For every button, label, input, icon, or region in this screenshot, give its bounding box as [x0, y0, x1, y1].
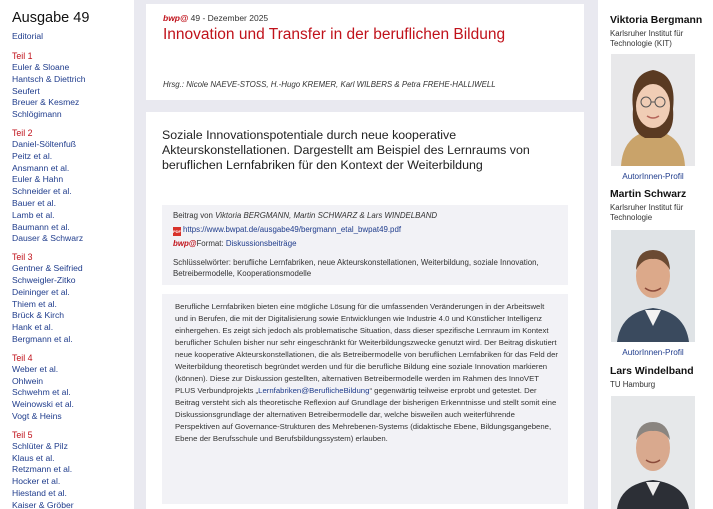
author-affiliation: TU Hamburg	[610, 380, 656, 389]
table-of-contents	[12, 50, 86, 509]
toc-article-link[interactable]: Hiestand et al.	[12, 487, 67, 498]
author-affiliation: Karlsruher Institut für Technologie (KIT)	[610, 29, 684, 48]
issue-header	[146, 4, 584, 100]
article-title: Soziale Innovationspotentiale durch neue kooperative Akteurskonstellationen. Dargestellt am Beispiel des Lernraums von beruflichen Lernfabriken für den Kontext der Weiterbildung	[162, 128, 530, 172]
toc-section-title: Teil 1	[12, 51, 33, 61]
editorial-link[interactable]: Editorial	[12, 31, 44, 41]
pdf-icon: PDF	[173, 229, 181, 234]
toc-article-link[interactable]: Thiem et al.	[12, 298, 57, 309]
toc-article-link[interactable]: Ansmann et al.	[12, 162, 70, 173]
issue-sidebar	[0, 0, 134, 509]
toc-article-link[interactable]: Vogt & Heins	[12, 410, 62, 421]
toc-article-link[interactable]: Schlögimann	[12, 109, 62, 120]
author-photo	[611, 54, 695, 166]
toc-article-link[interactable]: Bauer et al.	[12, 197, 56, 208]
toc-article-link[interactable]: Deininger et al.	[12, 286, 70, 297]
toc-section-title: Teil 5	[12, 429, 33, 440]
article-keywords: Schlüsselwörter: berufliche Lernfabriken, neue Akteurskonstellationen, Weiterbildung, soziale Innovation, Betreibermodelle, Kooperationsmodelle	[173, 258, 539, 278]
toc-article-link[interactable]: Hank et al.	[12, 322, 54, 333]
toc-article-link[interactable]: Gentner & Seifried	[12, 263, 83, 274]
article-authors: Viktoria BERGMANN, Martin SCHWARZ & Lars WINDELBAND	[215, 211, 438, 220]
authors-sidebar	[598, 0, 713, 509]
toc-article-link[interactable]: Peitz et al.	[12, 150, 53, 161]
author-name: Martin Schwarz	[610, 189, 687, 200]
toc-section-title: Teil 2	[12, 127, 33, 138]
toc-article-link[interactable]: Schlüter & Pilz	[12, 440, 68, 451]
toc-article-link[interactable]: Schwehm et al.	[12, 387, 71, 398]
toc-article-link[interactable]: Ohlwein	[12, 375, 44, 386]
pdf-line	[173, 225, 401, 236]
toc-article-link[interactable]: Retzmann et al.	[12, 464, 73, 475]
toc-article-link[interactable]: Kaiser & Gröber	[12, 499, 74, 509]
article-abstract	[162, 294, 568, 504]
issue-editors: Hrsg.: Nicole NAEVE-STOSS, H.-Hugo KREMER, Karl WILBERS & Petra FREHE-HALLIWELL	[163, 80, 496, 89]
author-profile-link[interactable]: AutorInnen-Profil	[622, 172, 684, 181]
pdf-link[interactable]: https://www.bwpat.de/ausgabe49/bergmann_etal_bwpat49.pdf	[183, 225, 402, 234]
toc-article-link[interactable]: Euler & Hahn	[12, 174, 64, 185]
author-name: Viktoria Bergmann	[610, 15, 703, 26]
issue-number: 49 - Dezember 2025	[188, 13, 269, 23]
toc-article-link[interactable]: Klaus et al.	[12, 452, 55, 463]
toc-article-link[interactable]: Brück & Kirch	[12, 310, 65, 321]
author-profile-link[interactable]: AutorInnen-Profil	[622, 348, 684, 357]
toc-article-link[interactable]: Schweigler-Zitko	[12, 274, 76, 285]
toc-section-title: Teil 3	[12, 252, 33, 263]
toc-article-link[interactable]: Bergmann et al.	[12, 333, 73, 344]
toc-section-title: Teil 4	[12, 352, 33, 363]
toc-article-link[interactable]: Hocker et al.	[12, 476, 61, 487]
format-link[interactable]: Diskussionsbeiträge	[225, 239, 297, 248]
toc-article-link[interactable]: Schneider et al.	[12, 186, 72, 197]
toc-article-link[interactable]: Weinowski et al.	[12, 399, 74, 410]
format-line: bwp@Format: Diskussionsbeiträge	[173, 239, 297, 248]
article-card	[146, 112, 584, 509]
toc-article-link[interactable]: Euler & Sloane	[12, 62, 70, 72]
bwp-logo: bwp@	[173, 239, 197, 248]
toc-article-link[interactable]: Weber et al.	[12, 363, 59, 374]
author-photo	[611, 396, 695, 509]
toc-article-link[interactable]: Baumann et al.	[12, 221, 70, 232]
issue-title-heading: Innovation und Transfer in der beruflichen Bildung	[163, 26, 506, 43]
author-affiliation: Karlsruher Institut für Technologie	[610, 203, 684, 222]
toc-article-link[interactable]: Daniel-Söltenfuß	[12, 138, 77, 149]
toc-article-link[interactable]: Breuer & Kesmez	[12, 97, 80, 108]
toc-article-link[interactable]: Dauser & Schwarz	[12, 233, 84, 244]
author-photo	[611, 230, 695, 342]
article-meta	[162, 205, 568, 285]
toc-article-link[interactable]: Hantsch & Diettrich	[12, 73, 86, 84]
article-byline: Beitrag von Viktoria BERGMANN, Martin SCHWARZ & Lars WINDELBAND	[173, 211, 438, 220]
issue-line	[163, 13, 268, 23]
toc-article-link[interactable]: Seufert	[12, 85, 40, 96]
abstract-text: Berufliche Lernfabriken bieten eine mögliche Lösung für die umfassenden Veränderungen in der Arbeitswelt und in Berufen, die mit der Digitalisierung sowie Entwicklungen wie Industrie 4.0 und Künstlicher Intelligenz einhergehen. Es zeigt sich jedoch als problematische Situation, dass dieser spezifische Lernraum im Kontext beruflicher Schulen bisher nur sehr eingeschränkt für Weiterbildungszwecke genutzt wird. Der Beitrag diskutiert neue kooperative Akteurskonstellationen, die als Betreibermodelle von beruflichen Lernfabriken für das Feld der Weiterbildung theoretisch begründet werden und für die berufliche Bildung eine soziale Innovation markieren (können). Diese zur Diskussion gestellten, alternativen Betreibermodelle werden im Rahmen des InnoVET PLUS Verbundprojekts „Lernfabriken@BeruflicheBildung“ gegenwärtig teilweise erprobt und getestet. Der Beitrag versteht sich als theoretische Reflexion auf Grundlage der bisherigen Erkenntnisse und stellt somit eine Diskussionsgrundlage der alternativen Betreibermodelle dar, welche bisweilen auch weiterführende Perspektiven auf Governance-Strukturen des Mehrebenen-Systems (didaktische Ebene, Bildungsgangebene, Ebene der Berufsschule und Berufsbildungssystem) erlauben.	[175, 302, 558, 443]
author-name: Lars Windelband	[610, 366, 694, 377]
bwp-logo: bwp@	[163, 13, 189, 23]
project-link[interactable]: Lernfabriken@BeruflicheBildung	[258, 386, 370, 395]
issue-title: Ausgabe 49	[12, 10, 90, 26]
toc-article-link[interactable]: Lamb et al.	[12, 209, 55, 220]
